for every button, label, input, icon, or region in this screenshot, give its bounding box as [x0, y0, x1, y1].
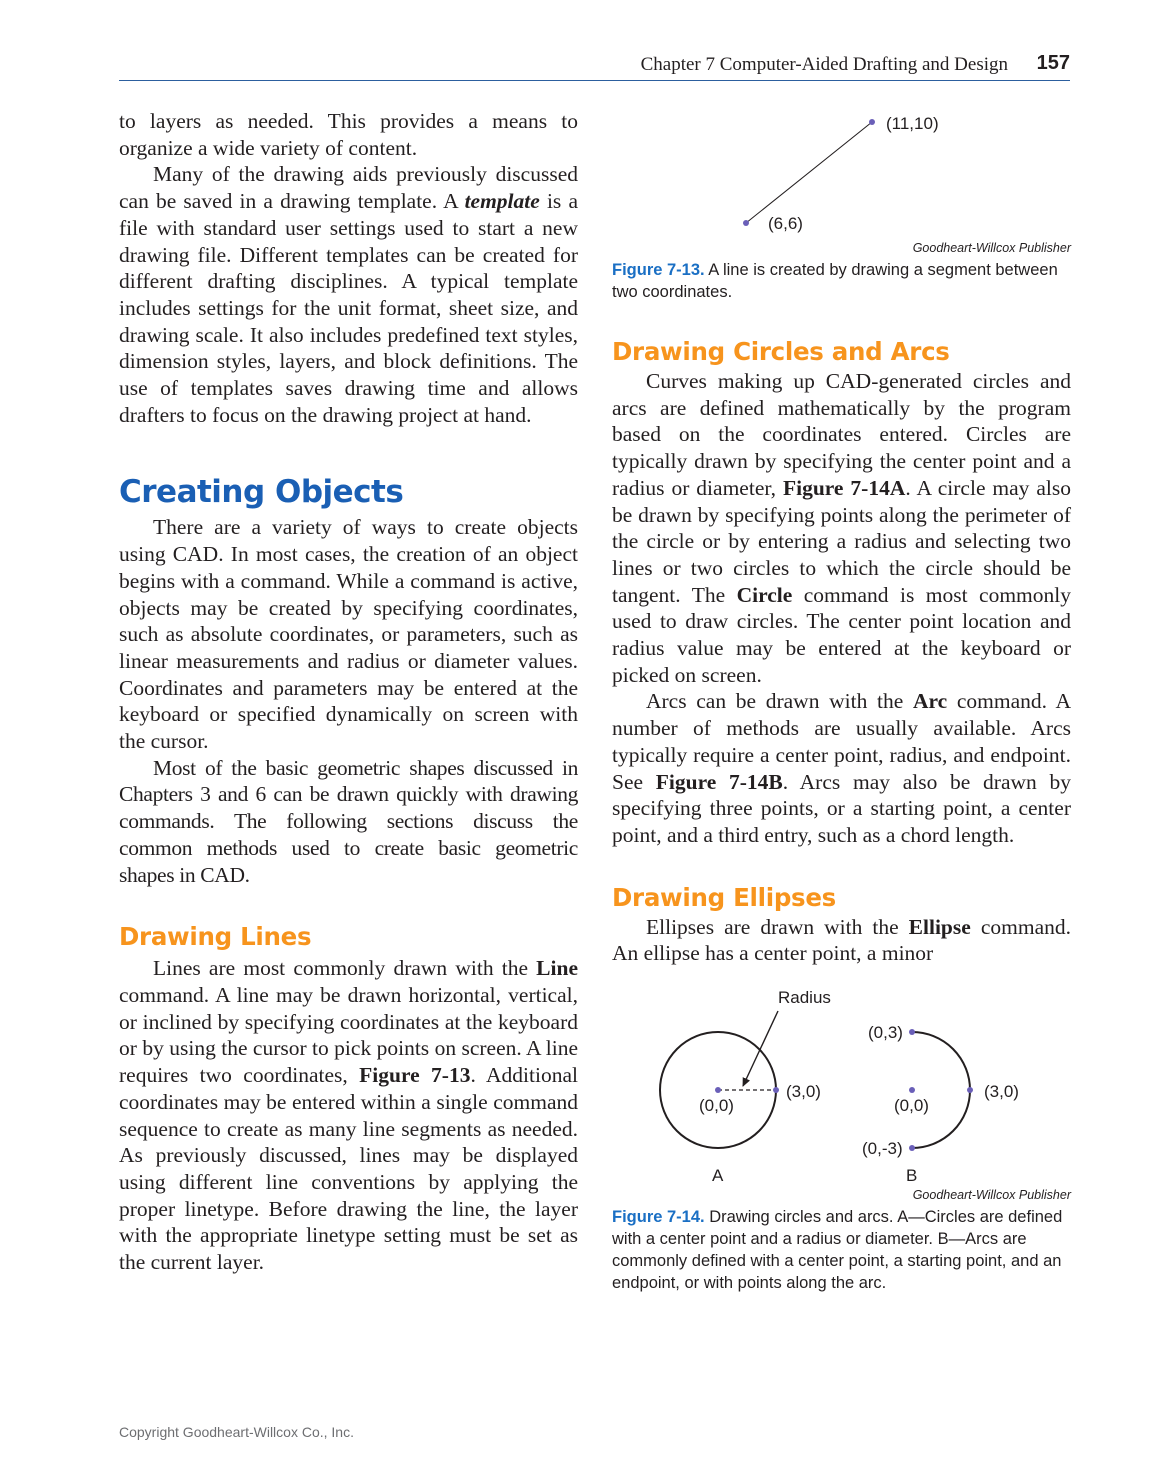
text: is a file with standard user settings used to start a new drawing file. Different templates can be created for different drafting disciplines. A typical template includes settings for the unit format, sheet size, and drawing scale. It also includes predefined text styles, dimension styles, layers, and block definitions. The use of templates saves drawing time and allows drafters to focus on the drawing project at hand.	[119, 189, 578, 427]
command-circle: Circle	[736, 582, 793, 607]
a-center-label: (0,0)	[699, 1096, 734, 1116]
text: command. An ellipse has a center point, a minor	[612, 914, 1071, 966]
figure-credit: Goodheart-Willcox Publisher	[912, 1188, 1071, 1203]
figure-ref-7-13: Figure 7-13	[359, 1063, 471, 1088]
text: . Arcs may also be drawn by specifying three points, or a starting point, a center point, and a third entry, such as a chord length.	[612, 769, 1071, 847]
arc	[912, 1032, 970, 1148]
arc-start-point	[909, 1029, 915, 1035]
arc-mid-point	[967, 1087, 973, 1093]
copyright-footer: Copyright Goodheart-Willcox Co., Inc.	[119, 1424, 354, 1440]
text: Curves making up CAD-generated circles and arcs are defined mathematically by the program based on the coordinates entered. Circles are typically drawn by specifying the center point and a radius or diameter,	[612, 369, 1071, 500]
text: Arcs can be drawn with the	[646, 689, 913, 714]
paragraph-creating-objects: There are a variety of ways to create objects using CAD. In most cases, the creation of an object begins with a command. While a command is active, objects may be created by specifying coordinates, such as absolute coordinates, or parameters, such as linear measurements and radius or diameter values. Coordinates and parameters may be entered at the keyboard or specified dynamically on screen with the cursor.	[119, 515, 578, 754]
paragraph-ellipses	[612, 914, 1071, 967]
paragraph-basic-shapes: Most of the basic geometric shapes discussed in Chapters 3 and 6 can be drawn quickly with drawing commands. The following sections discuss the common methods used to create basic geometric shapes in CAD.	[119, 755, 578, 887]
panel-b	[862, 1023, 1019, 1183]
text: command. A number of methods are usually available. Arcs typically require a center point, radius, and endpoint. See	[612, 689, 1071, 794]
start-point	[743, 220, 749, 226]
arc-center-point	[909, 1087, 915, 1093]
figure-caption	[612, 259, 1071, 303]
command-arc: Arc	[912, 689, 948, 714]
text: Lines are most commonly drawn with the	[153, 956, 537, 981]
radius-leader-arrow	[743, 1011, 778, 1086]
paragraph-layers: to layers as needed. This provides a means to organize a wide variety of content.	[119, 109, 578, 160]
edge-point	[773, 1087, 779, 1093]
figure-label: Figure 7-13.	[612, 261, 705, 279]
figure-credit: Goodheart-Willcox Publisher	[912, 241, 1071, 255]
text: . Additional coordinates may be entered within a single command sequence to create as many line segments as needed. As previously discussed, lines may be displayed using different line conventions by applying the proper linetype. Before drawing the line, the layer with the appropriate linetype setting must be set as the current layer.	[119, 1063, 578, 1275]
line-segment	[746, 122, 872, 223]
figure-7-13-drawing	[612, 108, 1071, 236]
running-head	[119, 52, 1070, 81]
command-line: Line	[536, 956, 578, 981]
end-point-label: (11,10)	[886, 114, 939, 133]
right-column	[612, 108, 1071, 1294]
page-number: 157	[1036, 52, 1070, 74]
text: command is most commonly used to draw circles. The center point location and radius value may be entered at the keyboard or picked on screen.	[612, 582, 1071, 687]
arc-end-point	[909, 1145, 915, 1151]
text: Many of the drawing aids previously discussed can be saved in a drawing template. A	[119, 162, 578, 214]
text: . A circle may also be drawn by specifying points along the perimeter of the circle or by entering a radius and selecting two lines or two circles to which the circle should be tangent. The	[612, 475, 1071, 607]
panel-b-label: B	[906, 1166, 918, 1184]
text: command. A line may be drawn horizontal, vertical, or inclined by specifying coordinates at the keyboard or by using the cursor to pick points on screen. A line requires two coordinates,	[119, 982, 578, 1088]
term-template: template	[464, 189, 540, 214]
text: Ellipses are drawn with the	[646, 914, 909, 939]
figure-7-14	[612, 991, 1071, 1294]
radius-label: Radius	[778, 991, 831, 1008]
a-edge-label: (3,0)	[786, 1082, 821, 1102]
figure-ref-7-14b: Figure 7-14B	[655, 769, 783, 794]
b-bottom-label: (0,-3)	[862, 1139, 903, 1159]
b-top-label: (0,3)	[868, 1023, 903, 1043]
paragraph-drawing-lines	[119, 955, 578, 1275]
figure-caption	[612, 1206, 1071, 1294]
left-column	[119, 108, 578, 1276]
caption-text: A line is created by drawing a segment between two coordinates.	[612, 261, 1058, 301]
paragraph-arcs	[612, 688, 1071, 848]
caption-text: Drawing circles and arcs. A—Circles are defined with a center point and a radius or diameter. B—Arcs are commonly defined with a center point, a starting point, and an endpoint, or with points along the arc.	[612, 1208, 1063, 1293]
subheading-circles-arcs: Drawing Circles and Arcs	[612, 337, 950, 366]
paragraph-circles	[612, 368, 1071, 688]
center-point	[715, 1087, 721, 1093]
figure-7-13	[612, 108, 1071, 303]
panel-a	[660, 991, 831, 1183]
subheading-drawing-ellipses: Drawing Ellipses	[612, 882, 836, 912]
figure-ref-7-14a: Figure 7-14A	[782, 475, 906, 500]
section-heading-creating-objects: Creating Objects	[119, 474, 404, 511]
panel-a-label: A	[712, 1166, 724, 1184]
figure-7-14-drawing	[612, 991, 1071, 1183]
figure-label: Figure 7-14.	[612, 1208, 705, 1227]
command-ellipse: Ellipse	[908, 914, 971, 939]
subheading-drawing-lines: Drawing Lines	[119, 922, 312, 952]
start-point-label: (6,6)	[768, 214, 803, 233]
b-right-label: (3,0)	[984, 1082, 1019, 1102]
end-point	[869, 119, 875, 125]
paragraph-templates	[119, 161, 578, 428]
b-center-label: (0,0)	[894, 1096, 929, 1116]
chapter-title: Chapter 7 Computer-Aided Drafting and Design	[640, 54, 1008, 75]
